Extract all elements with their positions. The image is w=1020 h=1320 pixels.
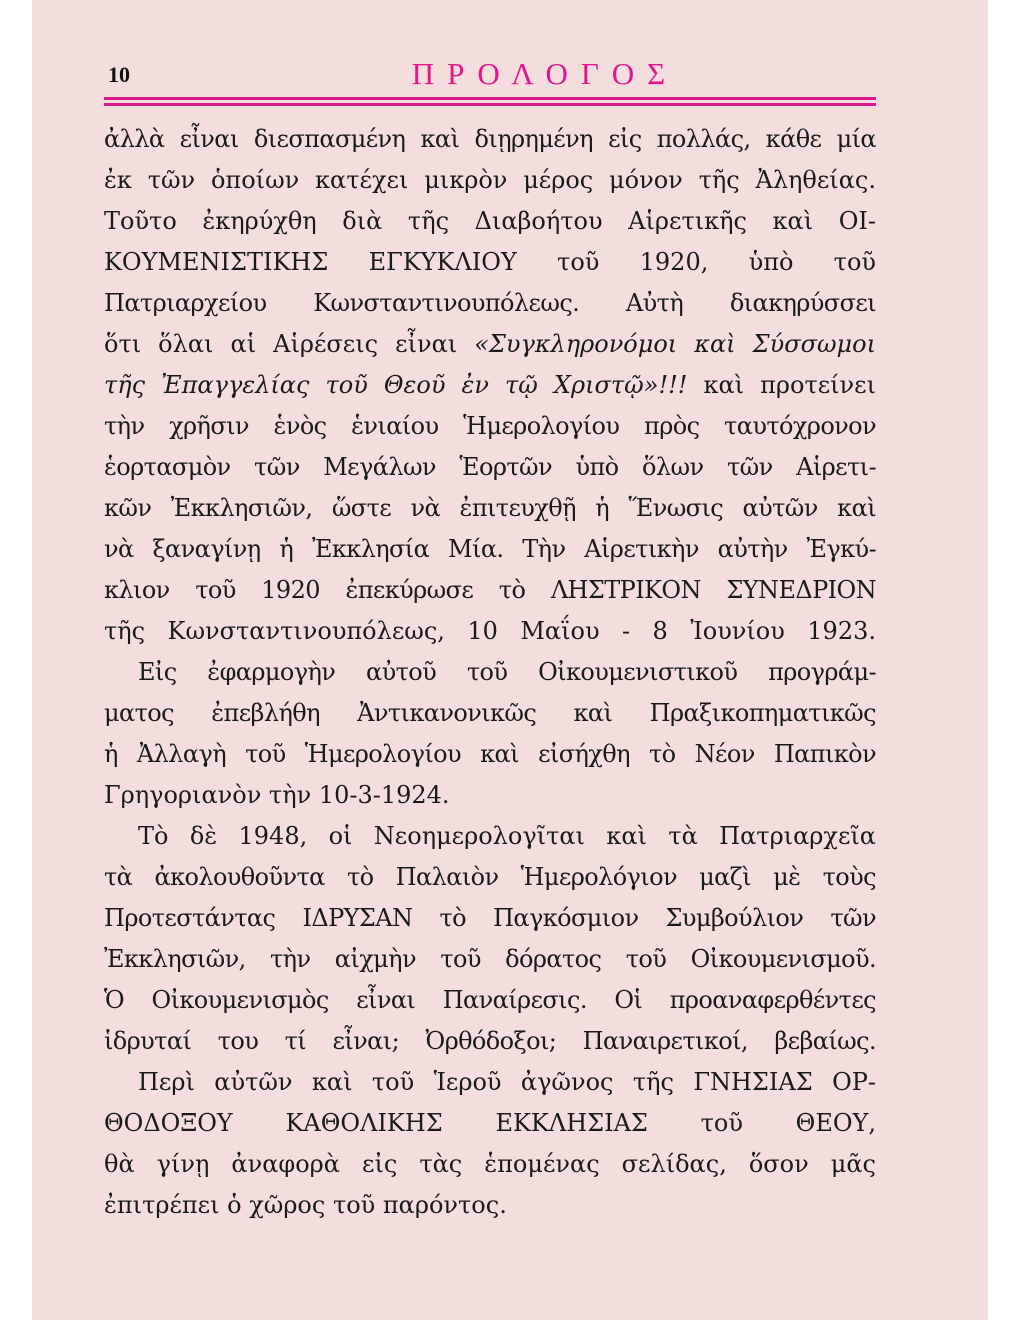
text-line: ΚΟΥΜΕΝΙΣΤΙΚΗΣ ΕΓΚΥΚΛΙΟΥ τοῦ 1920, ὑπὸ τοῦ [104, 248, 876, 276]
text-line: ἡ Ἀλλαγὴ τοῦ Ἡμερολογίου καὶ εἰσήχθη τὸ Νέον Παπικὸν [104, 740, 876, 768]
text-segment: καὶ προτείνει [703, 371, 876, 399]
text-line: Τὸ δὲ 1948, οἱ Νεοημερολογῖται καὶ τὰ Πατριαρχεῖα [138, 822, 876, 850]
page-header [104, 56, 876, 96]
text-line-mixed [104, 324, 876, 365]
text-line: τῆς Κωνσταντινουπόλεως, 10 Μαΐου - 8 Ἰουνίου 1923. [104, 617, 876, 645]
text-line: Περὶ αὐτῶν καὶ τοῦ Ἱεροῦ ἀγῶνος τῆς ΓΝΗΣΙΑΣ ΟΡ- [138, 1068, 876, 1096]
header-rule-top [104, 97, 876, 100]
text-line: Ἐκκλησιῶν, τὴν αἰχμὴν τοῦ δόρατος τοῦ Οἰκουμενισμοῦ. [104, 945, 876, 973]
text-line: ἑορτασμὸν τῶν Μεγάλων Ἑορτῶν ὑπὸ ὅλων τῶν Αἱρετι- [104, 453, 876, 481]
text-line: Προτεστάντας ΙΔΡΥΣΑΝ τὸ Παγκόσμιον Συμβούλιον τῶν [104, 904, 876, 932]
text-line: τὴν χρῆσιν ἑνὸς ἑνιαίου Ἡμερολογίου πρὸς ταυτόχρονον [104, 412, 876, 440]
text-line-mixed [104, 365, 876, 406]
header-rule-bottom [104, 103, 876, 106]
text-line: Γρηγοριανὸν τὴν 10-3-1924. [104, 781, 450, 809]
text-line: ματος ἐπεβλήθη Ἀντικανονικῶς καὶ Πραξικοπηματικῶς [104, 699, 876, 727]
page-number: 10 [108, 62, 130, 87]
text-line: Ὁ Οἰκουμενισμὸς εἶναι Παναίρεσις. Οἱ προαναφερθέντες [104, 986, 876, 1014]
body-text [104, 119, 876, 1226]
text-line: Τοῦτο ἐκηρύχθη διὰ τῆς Διαβοήτου Αἱρετικῆς καὶ ΟΙ- [104, 207, 876, 235]
text-line: τὰ ἀκολουθοῦντα τὸ Παλαιὸν Ἡμερολόγιον μαζὶ μὲ τοὺς [104, 863, 876, 891]
text-line: νὰ ξαναγίνῃ ἡ Ἐκκλησία Μία. Τὴν Αἱρετικὴν αὐτὴν Ἐγκύ- [104, 535, 876, 563]
text-line: θὰ γίνῃ ἀναφορὰ εἰς τὰς ἑπομένας σελίδας, ὅσον μᾶς [104, 1150, 876, 1178]
text-line: ἀλλὰ εἶναι διεσπασμένη καὶ διῃρημένη εἰς πολλάς, κάθε μία [104, 125, 876, 153]
quote-segment: τῆς Ἐπαγγελίας τοῦ Θεοῦ ἐν τῷ Χριστῷ»!!! [104, 371, 688, 399]
text-line: κῶν Ἐκκλησιῶν, ὥστε νὰ ἐπιτευχθῇ ἡ Ἕνωσις αὐτῶν καὶ [104, 494, 876, 522]
running-title: ΠΡΟΛΟΓΟΣ [411, 56, 679, 91]
text-line: ἐπιτρέπει ὁ χῶρος τοῦ παρόντος. [104, 1191, 507, 1219]
text-line: ΘΟΔΟΞΟΥ ΚΑΘΟΛΙΚΗΣ ΕΚΚΛΗΣΙΑΣ τοῦ ΘΕΟΥ, [104, 1109, 876, 1137]
text-segment: ὅτι ὅλαι αἱ Αἱρέσεις εἶναι [104, 330, 458, 358]
text-line: Εἰς ἐφαρμογὴν αὐτοῦ τοῦ Οἰκουμενιστικοῦ προγράμ- [138, 658, 876, 686]
quote-segment: «Συγκληρονόμοι καὶ Σύσσωμοι [474, 330, 876, 358]
text-line: ἐκ τῶν ὁποίων κατέχει μικρὸν μέρος μόνον τῆς Ἀληθείας. [104, 166, 876, 194]
text-line: Πατριαρχείου Κωνσταντινουπόλεως. Αὐτὴ διακηρύσσει [104, 289, 876, 317]
text-line: κλιον τοῦ 1920 ἐπεκύρωσε τὸ ΛΗΣΤΡΙΚΟΝ ΣΥΝΕΔΡΙΟΝ [104, 576, 876, 604]
text-line: ἱδρυταί του τί εἶναι; Ὀρθόδοξοι; Παναιρετικοί, βεβαίως. [104, 1027, 876, 1055]
